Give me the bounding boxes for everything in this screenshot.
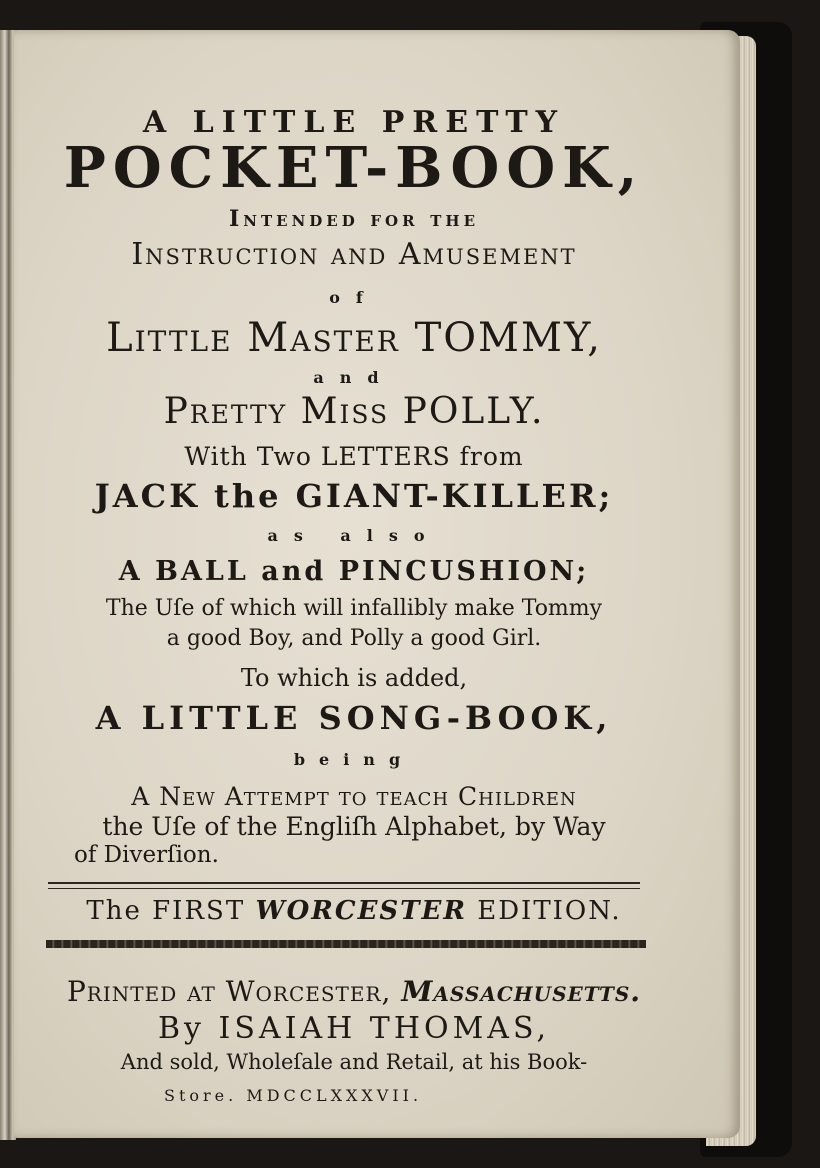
edition-line — [14, 898, 694, 924]
attempt-line-3: of Diverſion. — [74, 842, 219, 868]
edition-prefix: The FIRST — [86, 896, 256, 926]
imprint-line-2: By ISAIAH THOMAS, — [158, 1011, 550, 1046]
edition-place: WORCESTER — [255, 896, 467, 926]
imprint-line-3: And sold, Wholeſale and Retail, at his Book- — [120, 1050, 588, 1074]
title-main: POCKET-BOOK, — [63, 135, 645, 201]
subtitle-and: and — [313, 368, 395, 387]
giant-killer-line: JACK the GIANT-KILLER; — [94, 477, 614, 515]
title-page — [14, 30, 740, 1138]
use-line-1: The Uſe of which will infallibly make Tommy — [105, 596, 603, 621]
subtitle-tommy: Little Master TOMMY, — [106, 315, 602, 361]
ball-pincushion-line: A BALL and PINCUSHION; — [118, 556, 590, 587]
subtitle-of: of — [329, 288, 379, 307]
imprint-printed: Printed at Worcester, — [66, 975, 402, 1008]
imprint-state: Maſſachuſetts. — [401, 975, 642, 1008]
subtitle-line-2: Instruction and Amusement — [131, 237, 577, 272]
imprint-line-4: Store. MDCCLXXXVII. — [164, 1086, 423, 1105]
added-line: To which is added, — [240, 664, 468, 692]
attempt-line-2: the Uſe of the Engliſh Alphabet, by Way — [102, 812, 606, 841]
edition-suffix: EDITION. — [466, 896, 622, 926]
song-book-line: A LITTLE SONG-BOOK, — [95, 699, 613, 737]
divider-rule-ornamental — [46, 940, 646, 948]
divider-rule-top — [48, 882, 640, 889]
subtitle-line-1: Intended for the — [228, 206, 480, 232]
imprint-line-1 — [14, 975, 694, 1008]
as-also-line: as also — [267, 526, 441, 545]
title-line-1: A LITTLE PRETTY — [142, 105, 566, 140]
subtitle-polly: Pretty Miss POLLY. — [163, 391, 545, 432]
letters-line: With Two LETTERS from — [184, 442, 524, 471]
attempt-line-1: A New Attempt to teach Children — [131, 782, 577, 811]
use-line-2: a good Boy, and Polly a good Girl. — [166, 626, 542, 651]
being-line: being — [293, 750, 415, 769]
